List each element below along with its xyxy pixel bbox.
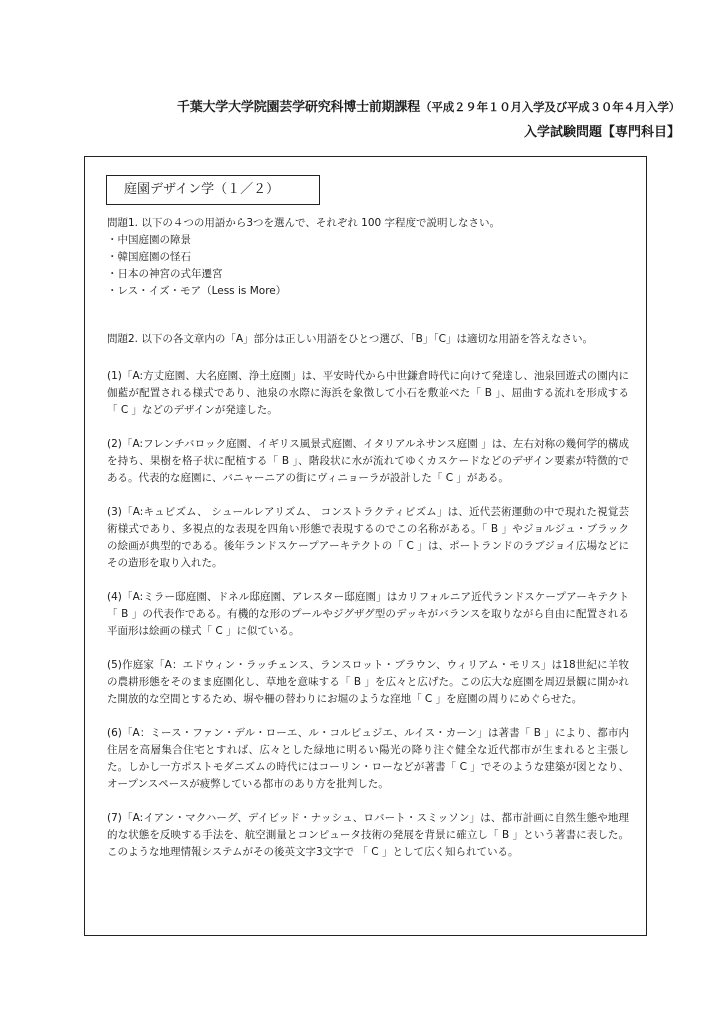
header-line-institution xyxy=(80,96,680,115)
question2-item: (6)「A：ミース・ファン・デル・ローエ、ル・コルビュジエ、ルイス・カーン」は著書「 B 」により、都市内住居を高層集合住宅とすれば、広々とした緑地に明るい陽光の降り注ぐ健全な近代都市が生まれると主張した。しかし一方ポストモダニズムの時代にはコーリン・ローなどが著書「 C 」でそのような建築が図となり、オープンスペースが疲弊している都市のあり方を批判した。 xyxy=(107,727,629,790)
term-item: ・韓国庭園の怪石 xyxy=(107,251,191,263)
question2-item: (4)「A:ミラー邸庭園、ドネル邸庭園、アレスター邸庭園」はカリフォルニア近代ランドスケープアーキテクト「 B 」の代表作である。有機的な形のプールやジグザグ型のデッキがバランスを取りながら自由に配置される平面形は絵画の様式「 C 」に似ている。 xyxy=(107,591,629,637)
subject-title: 庭園デザイン学（１／２） xyxy=(106,175,320,205)
question-content xyxy=(107,215,629,861)
question2-item: (7)「A:イアン・マクハーグ、デイビッド・ナッシュ、ロバート・スミッソン」は、都市計画に自然生態や地理的な状態を反映する手法を、航空測量とコンピュータ技術の発展を背景に確立し「 B 」という著書に表した。このような地理情報システムがその後英文字3文字で 「 C 」として広く知られている。 xyxy=(107,812,629,858)
question2-item: (1)「A:方丈庭園、大名庭園、浄土庭園」は、平安時代から中世鎌倉時代に向けて発達し、池泉回遊式の園内に伽藍が配置される様式であり、池泉の水際に海浜を象徴して小石を敷並べた「 B 」、屈曲する流れを形成する「 C 」などのデザインが発達した。 xyxy=(107,370,629,416)
question2-title: 問題2. 以下の各文章内の「A」部分は正しい用語をひとつ選び、「B」「C」は適切な用語を答えなさい。 xyxy=(107,333,593,345)
exam-title: 入学試験問題【専門科目】 xyxy=(523,125,680,140)
question1-term-list xyxy=(107,232,629,300)
question2-item: (5)作庭家「A：エドウィン・ラッチェンス、ランスロット・ブラウン、ウィリアム・モリス」は18世紀に羊牧の農耕形態をそのまま庭園化し、草地を意味する「 B 」を広々と広げた。この広大な庭園を周辺景観に開かれた開放的な空間とするため、塀や柵の替わりにお堀のような窪地「 C 」を庭園の周りにめぐらせた。 xyxy=(107,659,629,705)
question2-item: (2)「A:フレンチバロック庭園、イギリス風景式庭園、イタリアルネサンス庭園 」は、左右対称の幾何学的構成を持ち、果樹を格子状に配植する「 B 」、階段状に水が流れてゆくカスケードなどのデザイン要素が特徴的である。代表的な庭園に、バニャーニアの街にヴィニョーラが設計した「 C 」がある。 xyxy=(107,438,629,484)
term-item: ・レス・イズ・モア（Less is More） xyxy=(107,285,287,297)
question2-item: (3)「A:キュビズム、 シュールレアリズム、 コンストラクティビズム」は、近代芸術運動の中で現れた視覚芸術様式であり、多視点的な表現を四角い形態で表現するのでこの名称がある。「 B 」やジョルジュ・ブラックの絵画が典型的である。後年ランドスケープアーキテクトの「 C 」は、ポートランドのラブジョイ広場などにその造形を取り入れた。 xyxy=(107,506,629,569)
session-note: （平成２９年１０月入学及び平成３０年４月入学） xyxy=(420,100,680,114)
term-item: ・中国庭園の障景 xyxy=(107,234,191,246)
question1-title: 問題1. 以下の４つの用語から3つを選んで、それぞれ 100 字程度で説明しなさい。 xyxy=(107,217,501,229)
institution-name: 千葉大学大学院園芸学研究科博士前期課程 xyxy=(176,100,421,115)
question-frame xyxy=(84,156,647,936)
term-item: ・日本の神宮の式年遷宮 xyxy=(107,268,223,280)
exam-header xyxy=(80,96,680,140)
